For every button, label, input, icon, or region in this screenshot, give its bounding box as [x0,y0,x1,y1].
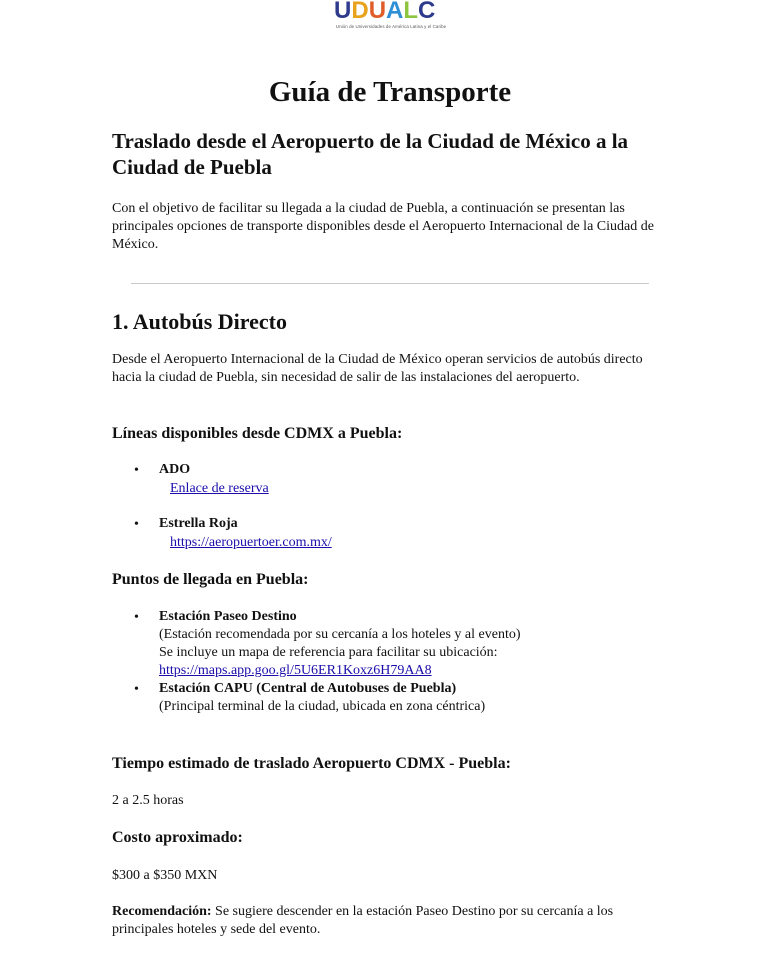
logo-letter: L [403,0,418,24]
time-value: 2 a 2.5 horas [112,793,184,808]
list-item-link-wrap [159,662,432,680]
list-item-link-wrap [170,480,269,498]
time-heading: Tiempo estimado de traslado Aeropuerto CDMX - Puebla: [112,755,511,772]
list-item [159,608,297,626]
list-item [159,461,190,479]
cost-value: $300 a $350 MXN [112,868,218,883]
bullet-marker: • [134,517,139,532]
logo-letter: A [386,0,403,24]
recommendation-text: Se sugiere descender en la estación Paseo Destino por su cercanía a los principales hoteles y sede del evento. [112,904,614,937]
line-name: Estrella Roja [159,516,238,531]
station-note: (Principal terminal de la ciudad, ubicada en zona céntrica) [159,699,486,714]
intro-paragraph: Con el objetivo de facilitar su llegada a la ciudad de Puebla, a continuación se presentan las principales opciones de transporte disponibles desde el Aeropuerto Internacional de la Ciudad de México. [112,201,654,252]
lines-heading: Líneas disponibles desde CDMX a Puebla: [112,425,403,442]
logo-tagline: Unión de Universidades de América Latina y el Caribe [335,24,447,29]
station-name: Estación CAPU (Central de Autobuses de Puebla) [159,681,457,696]
logo-letter: D [351,0,368,24]
station-name: Estación Paseo Destino [159,609,297,624]
estrella-roja-link[interactable]: https://aeropuertoer.com.mx/ [170,535,332,550]
section-heading: 1. Autobús Directo [112,309,287,334]
section-description: Desde el Aeropuerto Internacional de la Ciudad de México operan servicios de autobús directo hacia la ciudad de Puebla, sin necesidad de salir de las instalaciones del aeropuerto. [112,352,643,385]
ado-booking-link[interactable]: Enlace de reserva [170,481,269,496]
list-item-link-wrap [170,534,332,552]
section-divider [131,283,649,284]
station-note: (Estación recomendada por su cercanía a los hoteles y al evento) [159,627,521,642]
logo-letter: U [334,0,351,24]
udualc-logo [334,0,448,34]
bullet-marker: • [134,463,139,478]
logo-letter: C [418,0,435,24]
bullet-marker: • [134,610,139,625]
list-item [159,680,456,698]
map-link[interactable]: https://maps.app.goo.gl/5U6ER1Koxz6H79AA8 [159,663,432,678]
arrivals-heading: Puntos de llegada en Puebla: [112,571,309,588]
line-name: ADO [159,462,191,477]
cost-heading: Costo aproximado: [112,829,243,846]
list-item [159,515,238,533]
page-title: Guía de Transporte [268,76,512,108]
bullet-marker: • [134,682,139,697]
page-subtitle: Traslado desde el Aeropuerto de la Ciudad de México a la Ciudad de Puebla [112,129,629,179]
logo-wordmark [334,0,434,22]
logo-letter: U [368,0,386,24]
recommendation-paragraph [112,903,667,939]
recommendation-label: Recomendación: [112,904,212,919]
station-note: Se incluye un mapa de referencia para facilitar su ubicación: [159,645,498,660]
